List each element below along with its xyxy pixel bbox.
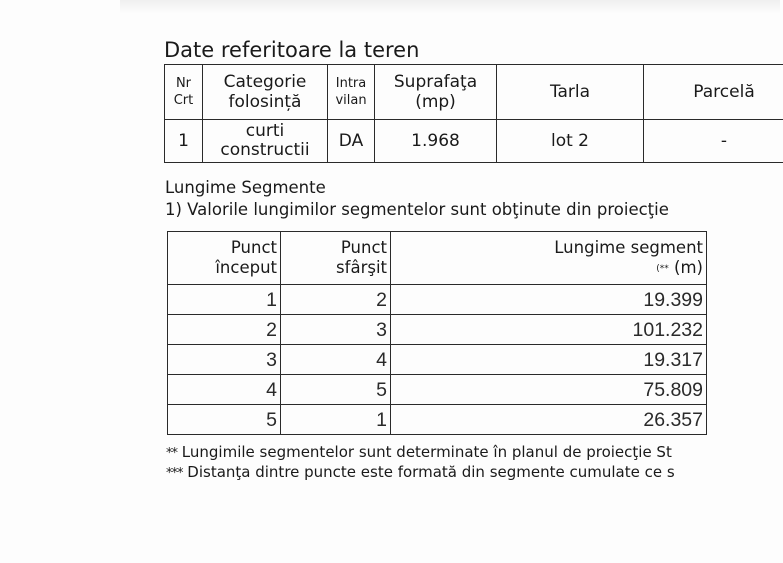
cell-start: 2 [168, 315, 281, 345]
teren-header-row [165, 65, 783, 120]
header-punct-sfarsit-line2: sfârşit [336, 258, 387, 277]
header-lungime-line1: Lungime segment [554, 237, 703, 257]
footnote-ref-marker: (** [656, 263, 669, 274]
segment-header-row [168, 232, 707, 285]
header-intravilan-line1: Intra [335, 76, 367, 91]
segment-row [168, 375, 707, 405]
header-nr-crt-line2: Crt [173, 93, 194, 108]
header-lungime-segment [391, 232, 707, 285]
footnote-2 [166, 463, 675, 483]
teren-row [165, 120, 783, 163]
header-punct-sfarsit [281, 232, 391, 285]
segment-section-note: 1) Valorile lungimilor segmentelor sunt obţinute din proiecţie [165, 200, 669, 219]
header-categorie-line2: folosință [228, 92, 302, 112]
teren-section-title: Date referitoare la teren [164, 38, 420, 62]
footnote-1-mark: ** [166, 446, 177, 461]
cell-categorie-line1: curti [245, 121, 285, 141]
cell-end: 1 [281, 405, 391, 435]
segment-row [168, 315, 707, 345]
cell-start: 3 [168, 345, 281, 375]
cell-length: 101.232 [391, 315, 707, 345]
footnote-2-text: Distanţa dintre puncte este formată din segmente cumulate ce s [187, 463, 675, 481]
footnote-1-text: Lungimile segmentelor sunt determinate în planul de proiecţie St [181, 443, 672, 461]
cell-tarla: lot 2 [497, 120, 644, 163]
cell-nr-crt: 1 [165, 120, 203, 163]
cell-categorie-line2: constructii [220, 140, 310, 160]
header-intravilan [328, 65, 375, 120]
cell-intravilan: DA [328, 120, 375, 163]
header-punct-inceput-line2: început [215, 258, 277, 277]
header-categorie-line1: Categorie [223, 72, 307, 92]
header-suprafata-line1: Suprafaţa [393, 72, 478, 92]
header-categorie [203, 65, 328, 120]
cell-end: 3 [281, 315, 391, 345]
header-lungime-unit: (m) [674, 257, 703, 277]
cell-start: 4 [168, 375, 281, 405]
header-suprafata [375, 65, 497, 120]
header-nr-crt [165, 65, 203, 120]
cell-length: 19.399 [391, 285, 707, 315]
header-suprafata-line2: (mp) [415, 92, 456, 112]
cell-suprafata: 1.968 [375, 120, 497, 163]
cell-end: 2 [281, 285, 391, 315]
cell-parcela: - [644, 120, 783, 163]
scan-artifact [120, 0, 780, 14]
cell-length: 26.357 [391, 405, 707, 435]
footnote-1 [166, 443, 672, 463]
segment-row [168, 345, 707, 375]
segment-row [168, 405, 707, 435]
cell-length: 19.317 [391, 345, 707, 375]
header-nr-crt-line1: Nr [175, 76, 192, 91]
segment-section-title: Lungime Segmente [165, 178, 326, 197]
cell-start: 5 [168, 405, 281, 435]
header-lungime-line2 [391, 258, 703, 279]
cell-categorie [203, 120, 328, 163]
header-intravilan-line2: vilan [335, 93, 367, 108]
header-tarla: Tarla [497, 65, 644, 120]
footnote-2-mark: *** [166, 466, 183, 481]
cell-end: 5 [281, 375, 391, 405]
header-punct-sfarsit-line1: Punct [340, 238, 387, 257]
cell-start: 1 [168, 285, 281, 315]
segment-row [168, 285, 707, 315]
header-punct-inceput-line1: Punct [230, 238, 277, 257]
cell-end: 4 [281, 345, 391, 375]
header-parcela: Parcelă [644, 65, 783, 120]
segment-table [167, 231, 707, 435]
cell-length: 75.809 [391, 375, 707, 405]
header-punct-inceput [168, 232, 281, 285]
teren-table [164, 64, 783, 163]
